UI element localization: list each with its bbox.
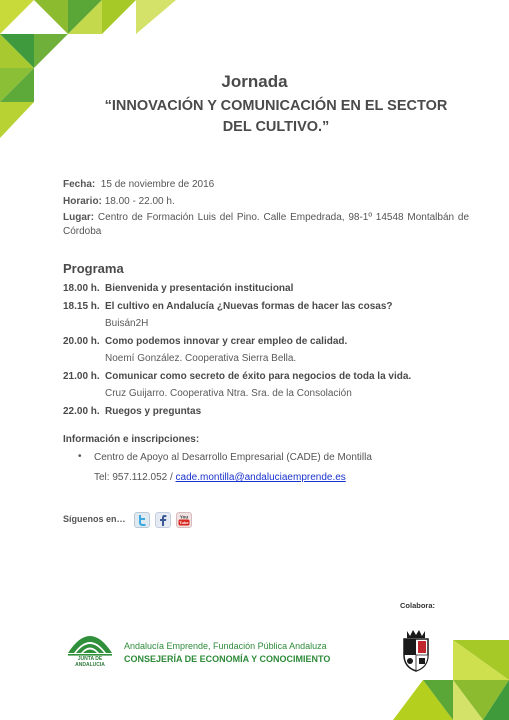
- svg-text:Tube: Tube: [179, 520, 189, 526]
- junta-logo-text: JUNTA DE ANDALUCIA: [75, 656, 105, 668]
- twitter-icon[interactable]: [134, 512, 150, 528]
- programa-time: 21.00 h.: [63, 371, 100, 382]
- colabora-label: Colabora:: [400, 601, 436, 610]
- programa-text: El cultivo en Andalucía ¿Nuevas formas de hacer las cosas?: [105, 301, 393, 312]
- programa-text: Comunicar como secreto de éxito para negocios de toda la vida.: [105, 371, 412, 382]
- programa-speaker: Cruz Guijarro. Cooperativa Ntra. Sra. de la Consolación: [105, 388, 352, 399]
- contact-line: [94, 472, 346, 483]
- youtube-icon[interactable]: [176, 512, 192, 528]
- telephone-text: Tel: 957.112.052 /: [94, 472, 176, 483]
- footer-foundation: Andalucía Emprende, Fundación Pública Andaluza: [124, 641, 327, 651]
- programa-text: Ruegos y preguntas: [105, 406, 202, 417]
- coat-of-arms-logo: [398, 627, 434, 673]
- lugar-line: [63, 211, 469, 239]
- programa-time: 20.00 h.: [63, 336, 100, 347]
- programa-heading: Programa: [63, 261, 124, 276]
- programa-item: [63, 301, 393, 312]
- programa-item: [63, 283, 293, 294]
- lugar-label: Lugar:: [63, 212, 95, 223]
- programa-item: [63, 406, 201, 417]
- junta-andalucia-logo: [65, 625, 115, 657]
- centro-name: Centro de Apoyo al Desarrollo Empresarial (CADE) de Montilla: [94, 452, 372, 463]
- follow-us-label: Síguenos en…: [63, 514, 126, 524]
- svg-text:You: You: [179, 514, 189, 520]
- programa-time: 18.00 h.: [63, 283, 100, 294]
- horario-label: Horario:: [63, 196, 102, 207]
- bullet-point: •: [78, 451, 82, 462]
- fecha-line: [63, 179, 214, 190]
- fecha-label: Fecha:: [63, 179, 96, 190]
- programa-text: Como podemos innovar y crear empleo de calidad.: [105, 336, 348, 347]
- fecha-value: 15 de noviembre de 2016: [100, 179, 215, 190]
- footer-consejeria: CONSEJERÍA DE ECONOMÍA Y CONOCIMIENTO: [124, 654, 331, 664]
- programa-speaker: Noemí González. Cooperativa Sierra Bella.: [105, 353, 297, 364]
- programa-time: 22.00 h.: [63, 406, 100, 417]
- horario-value: 18.00 - 22.00 h.: [104, 196, 175, 207]
- horario-line: [63, 196, 175, 207]
- email-link[interactable]: cade.montilla@andaluciaemprende.es: [175, 472, 346, 483]
- inscripciones-heading: Información e inscripciones:: [63, 434, 200, 445]
- programa-text: Bienvenida y presentación institucional: [105, 283, 294, 294]
- event-subtitle: “INNOVACIÓN Y COMUNICACIÓN EN EL SECTOR DEL CULTIVO.”: [104, 98, 448, 135]
- lugar-value: Centro de Formación Luis del Pino. Calle Empedrada, 98-1º 14548 Montalbán de Córdoba: [63, 212, 470, 237]
- facebook-icon[interactable]: [155, 512, 171, 528]
- programa-time: 18.15 h.: [63, 301, 100, 312]
- programa-item: [63, 371, 411, 382]
- page-title: Jornada: [221, 72, 288, 91]
- programa-item: [63, 336, 347, 347]
- programa-speaker: Buisán2H: [105, 318, 149, 329]
